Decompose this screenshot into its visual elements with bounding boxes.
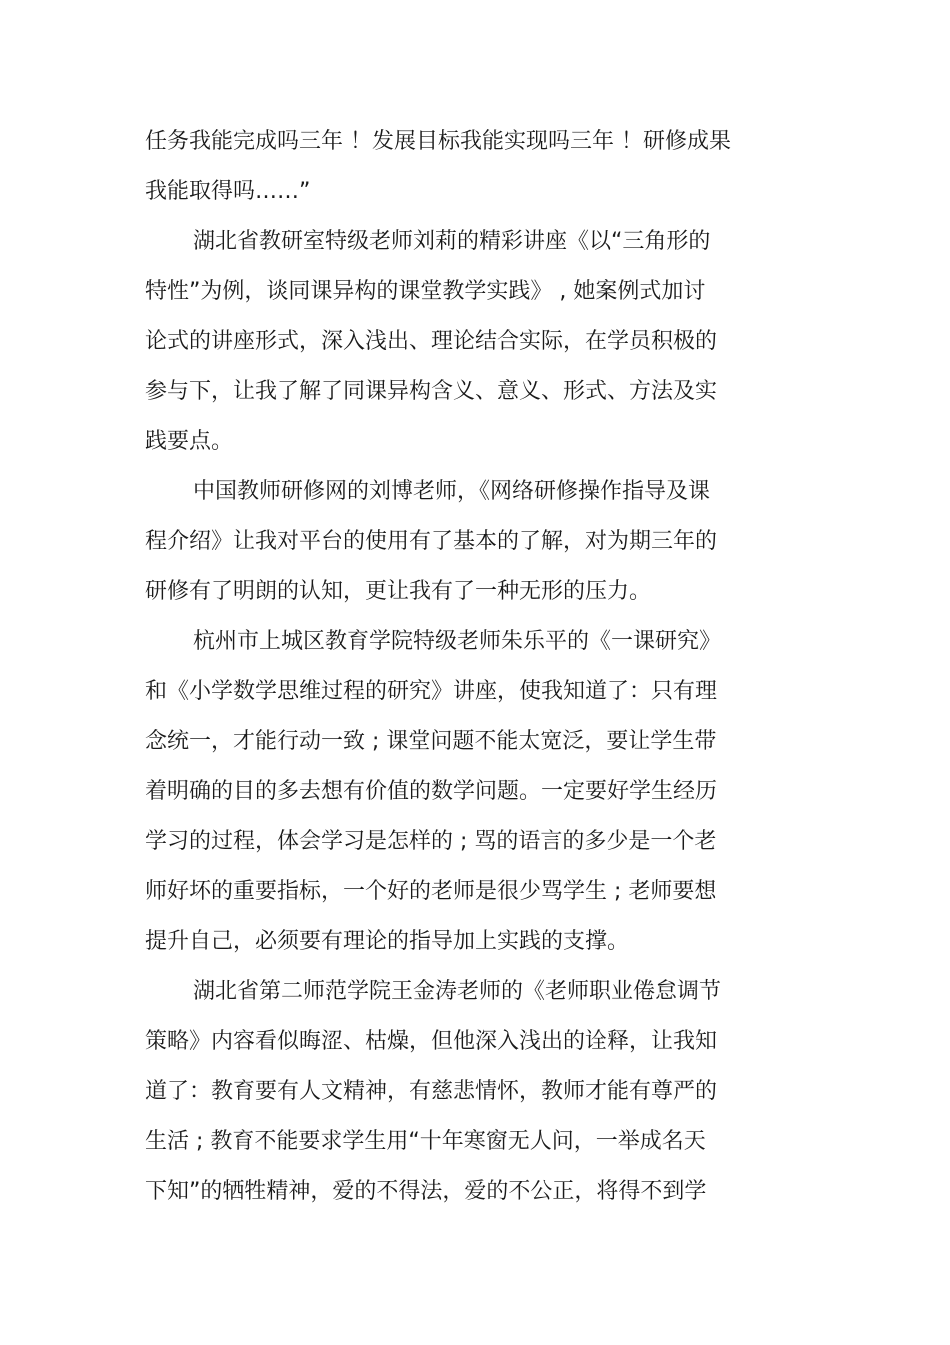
- text-line: 和《小学数学思维过程的研究》讲座，使我知道了：只有理: [145, 679, 718, 704]
- text-line: 参与下，让我了解了同课异构含义、意义、形式、方法及实: [145, 379, 718, 404]
- text-line: 论式的讲座形式，深入浅出、理论结合实际，在学员积极的: [145, 329, 718, 354]
- text-line: 我能取得吗……”: [145, 179, 311, 204]
- text-line: 程介绍》让我对平台的使用有了基本的了解，对为期三年的: [145, 529, 718, 554]
- text-line: 提升自己，必须要有理论的指导加上实践的支撑。: [145, 929, 630, 954]
- text-line: 研修有了明朗的认知，更让我有了一种无形的压力。: [145, 579, 652, 604]
- text-line: 念统一，才能行动一致 ; 课堂问题不能太宽泛，要让学生带: [145, 729, 717, 754]
- text-line: 生活 ; 教育不能要求学生用“十年寒窗无人问，一举成名天: [145, 1129, 706, 1154]
- paragraph-start-line: 湖北省教研室特级老师刘莉的精彩讲座《以“三角形的: [193, 229, 711, 254]
- text-line: 着明确的目的多去想有价值的数学问题。一定要好学生经历: [145, 779, 718, 804]
- paragraph-start-line: 中国教师研修网的刘博老师，《网络研修操作指导及课: [193, 479, 711, 504]
- text-line: 学习的过程，体会学习是怎样的 ; 骂的语言的多少是一个老: [145, 829, 717, 854]
- text-line: 策略》内容看似晦涩、枯燥，但他深入浅出的诠释，让我知: [145, 1029, 718, 1054]
- text-line: 践要点。: [145, 429, 234, 454]
- paragraph-start-line: 杭州市上城区教育学院特级老师朱乐平的《一课研究》: [193, 629, 722, 654]
- text-line: 道了：教育要有人文精神，有慈悲情怀，教师才能有尊严的: [145, 1079, 718, 1104]
- paragraph-start-line: 湖北省第二师范学院王金涛老师的《老师职业倦怠调节: [193, 979, 722, 1004]
- text-line: 师好坏的重要指标，一个好的老师是很少骂学生 ; 老师要想: [145, 879, 717, 904]
- text-line: 任务我能完成吗三年 ！发展目标我能实现吗三年 ！研修成果: [145, 129, 731, 154]
- text-line: 下知”的牺牲精神，爱的不得法，爱的不公正，将得不到学: [145, 1179, 707, 1204]
- text-line: 特性”为例，谈同课异构的课堂教学实践》 , 她案例式加讨: [145, 279, 706, 304]
